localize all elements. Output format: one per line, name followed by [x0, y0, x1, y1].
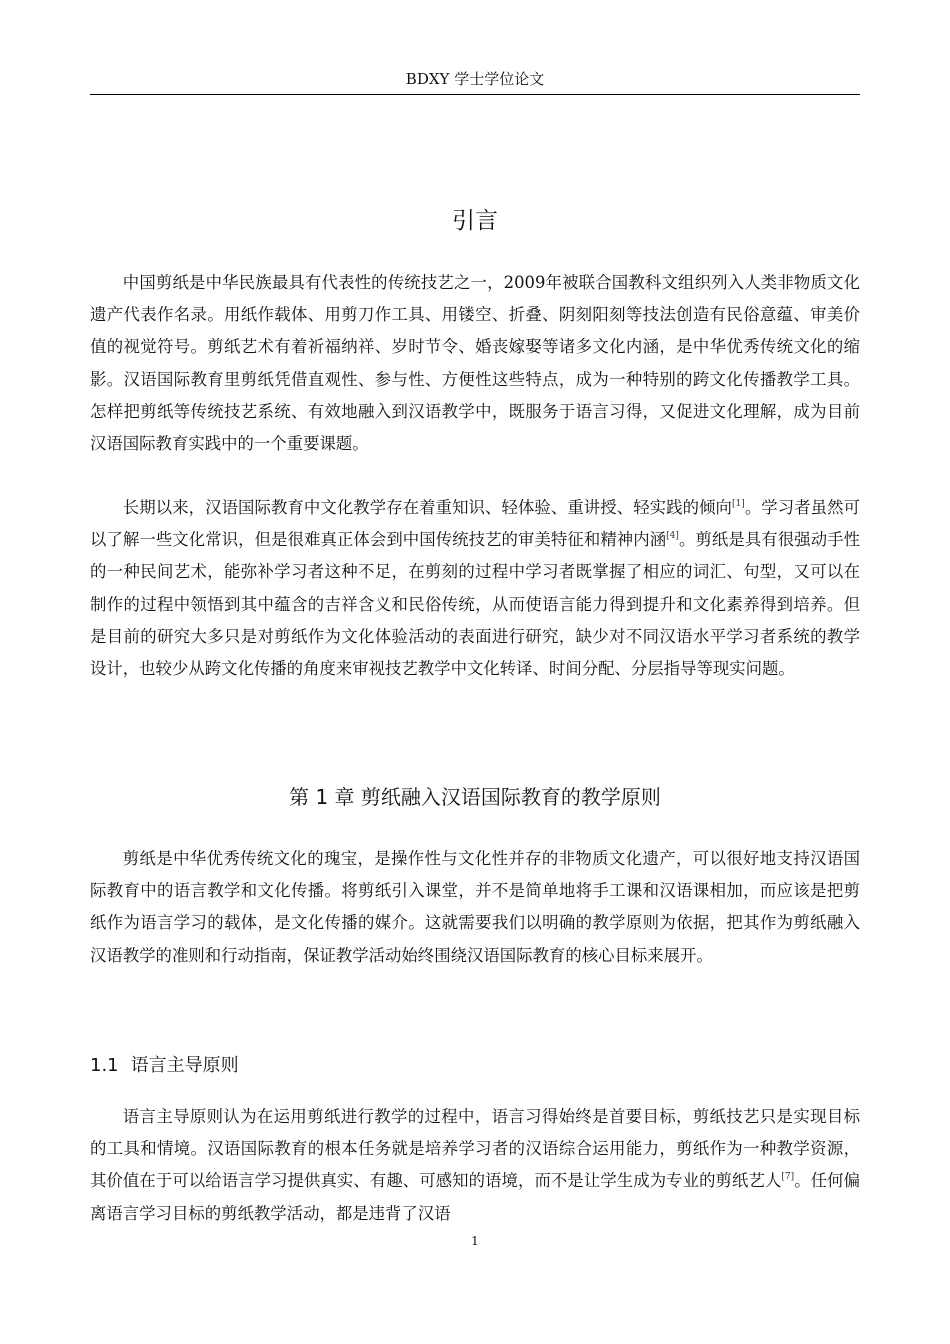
intro-heading: 引言 [452, 208, 498, 234]
intro-paragraph-2-text-a: 长期以来，汉语国际教育中文化教学存在着重知识、轻体验、重讲授、轻实践的倾向 [122, 498, 732, 517]
intro-paragraph-2-text-c: 。剪纸是具有很强动手性的一种民间艺术，能弥补学习者这种不足，在剪刻的过程中学习者既掌握了相应的词汇、句型，又可以在制作的过程中领悟到其中蕴含的吉祥含义和民俗传统，从而使语言能力得到提升和文化素养得到培养。但是目前的研究大多只是对剪纸作为文化体验活动的表面进行研究，缺少对不同汉语水平学习者系统的教学设计，也较少从跨文化传播的角度来审视技艺教学中文化转译、时间分配、分层指导等现实问题。 [90, 530, 861, 679]
chapter-heading: 第 1 章 剪纸融入汉语国际教育的教学原则 [289, 785, 661, 809]
citation-ref[interactable]: [4] [666, 531, 679, 542]
section-paragraph-1 [90, 1101, 860, 1230]
section-number: 1.1 [90, 1055, 119, 1076]
intro-paragraph-1: 中国剪纸是中华民族最具有代表性的传统技艺之一，2009年被联合国教科文组织列入人类非物质文化遗产代表作名录。用纸作载体、用剪刀作工具、用镂空、折叠、阴刻阳刻等技法创造有民俗意蕴、审美价值的视觉符号。剪纸艺术有着祈福纳祥、岁时节令、婚丧嫁娶等诸多文化内涵，是中华优秀传统文化的缩影。汉语国际教育里剪纸凭借直观性、参与性、方便性这些特点，成为一种特别的跨文化传播教学工具。怎样把剪纸等传统技艺系统、有效地融入到汉语教学中，既服务于语言习得，又促进文化理解，成为目前汉语国际教育实践中的一个重要课题。 [90, 273, 860, 454]
section-heading [90, 1051, 239, 1081]
section-title: 语言主导原则 [130, 1055, 239, 1076]
intro-paragraph-2 [90, 492, 860, 685]
page-number: 1 [471, 1234, 479, 1248]
running-header: BDXY 学士学位论文 [405, 70, 545, 88]
section-paragraph-1-text-a: 语言主导原则认为在运用剪纸进行教学的过程中，语言习得始终是首要目标，剪纸技艺只是实现目标的工具和情境。汉语国际教育的根本任务就是培养学习者的汉语综合运用能力，剪纸作为一种教学资源，其价值在于可以给语言学习提供真实、有趣、可感知的语境，而不是让学生成为专业的剪纸艺人 [90, 1107, 860, 1191]
citation-ref[interactable]: [1] [732, 499, 745, 509]
chapter-paragraph-1: 剪纸是中华优秀传统文化的瑰宝，是操作性与文化性并存的非物质文化遗产，可以很好地支持汉语国际教育中的语言教学和文化传播。将剪纸引入课堂，并不是简单地将手工课和汉语课相加，而应该是把剪纸作为语言学习的载体，是文化传播的媒介。这就需要我们以明确的教学原则为依据，把其作为剪纸融入汉语教学的准则和行动指南，保证教学活动始终围绕汉语国际教育的核心目标来展开。 [90, 849, 860, 965]
intro-paragraph-2-text-b: 。学习者虽然可以了解一些文化常识，但是很难真正体会到中国传统技艺的审美特征和精神内涵 [90, 498, 861, 550]
section-paragraph-1-text-b: 。任何偏离语言学习目标的剪纸教学活动，都是违背了汉语 [90, 1171, 861, 1223]
header-rule [90, 94, 860, 95]
citation-ref[interactable]: [7] [781, 1172, 795, 1183]
